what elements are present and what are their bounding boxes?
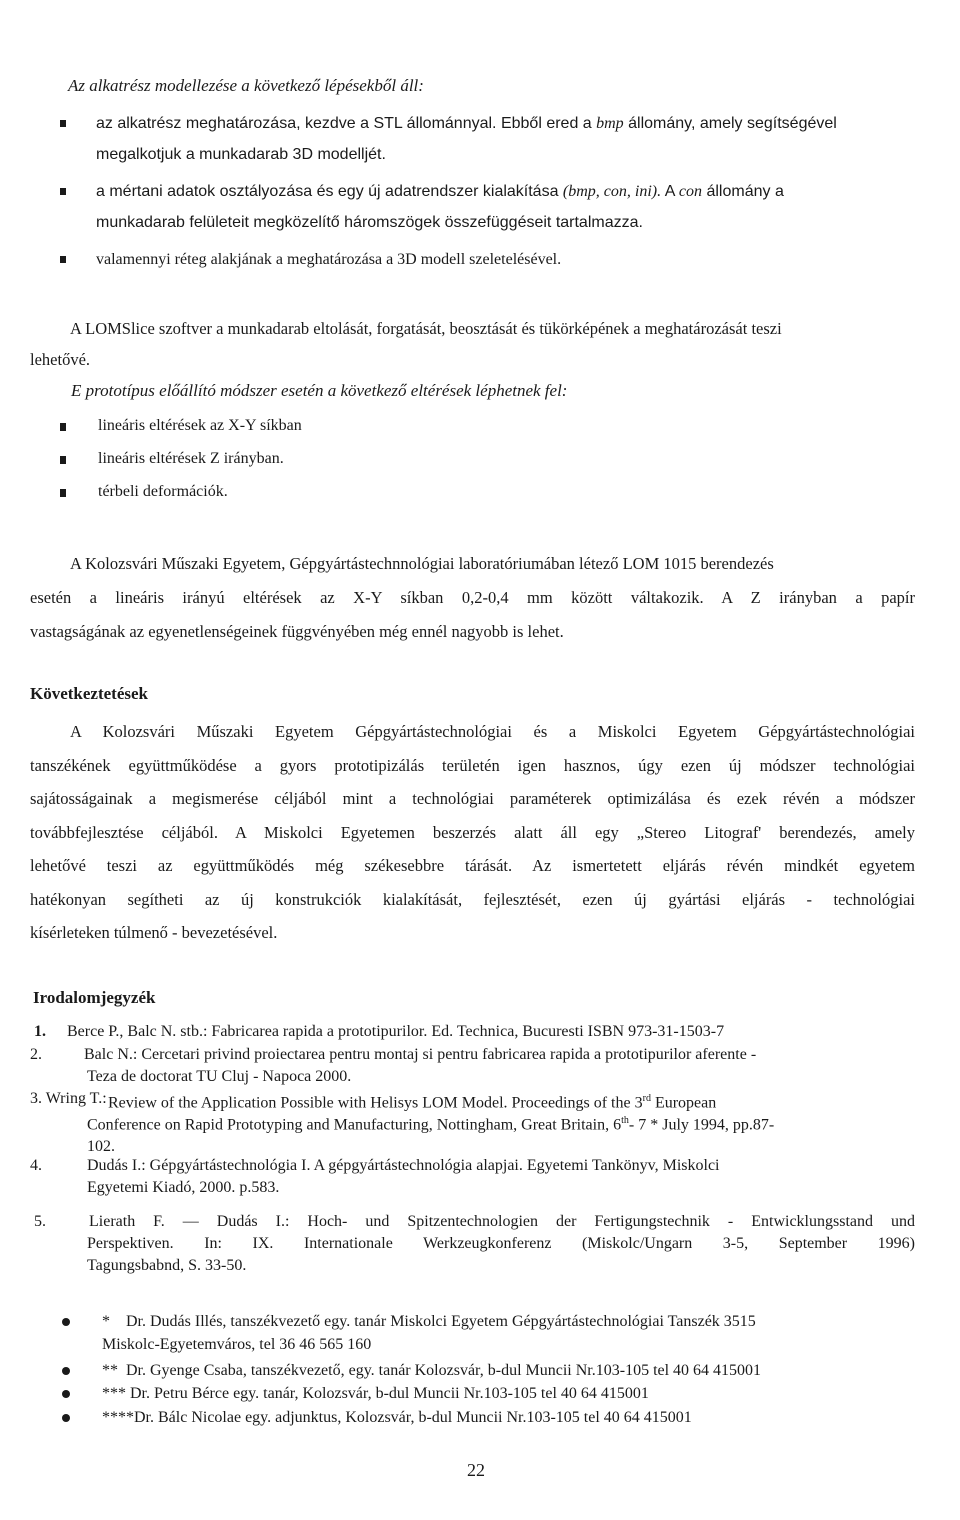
reference-3-line-1: Review of the Application Possible with Helisys LOM Model. Proceedings of the 3 (108, 1094, 643, 1112)
intro-bullet-2-italic-2: con (678, 183, 703, 200)
reference-3-sup-2: th (621, 1115, 629, 1126)
kolozsvar-line-1-text: A Kolozsvári Műszaki Egyetem, Gépgyártástechnnológiai laboratóriumában létező LOM 1015 berendezés (70, 554, 774, 573)
square-bullet-icon (60, 188, 66, 195)
conclusions-paragraph (30, 715, 915, 950)
intro-bullet-2-text-mid: A (661, 183, 679, 200)
intro-bullet-2-italic: (bmp, con, ini). (562, 183, 662, 200)
footnote-1-line-2: Miskolc-Egyetemváros, tel 36 46 565 160 (102, 1336, 372, 1353)
reference-5-line-3: Tagungsbabnd, S. 33-50. (87, 1257, 247, 1274)
round-bullet-icon (62, 1367, 70, 1375)
reference-4-line-1: Dudás I.: Gépgyártástechnológia I. A gépgyártástechnológia alapjai. Egyetemi Tankönyv, Miskolci (87, 1157, 720, 1174)
reference-4-line-2: Egyetemi Kiadó, 2000. p.583. (87, 1179, 280, 1196)
intro-bullet-2-text: a mértani adatok osztályozása és egy új adatrendszer kialakítása (96, 183, 563, 200)
reference-3-line-1-end: European (650, 1094, 717, 1112)
intro-heading: Az alkatrész modellezése a következő lépésekből áll: (68, 76, 424, 95)
reference-3-sup-1: rd (642, 1093, 651, 1104)
intro-bullet-2-line2: munkadarab felületeit megközelítő háromszögek összefüggéseit tartalmazza. (96, 214, 643, 231)
conclusions-line-2: tanszékének együttműködése a gyors prototipizálás területén igen hasznos, úgy ezen új módszer technológiai (30, 755, 915, 775)
footnote-4-line-1: ****Dr. Bálc Nicolae egy. adjunktus, Kolozsvár, b-dul Muncii Nr.103-105 tel 40 64 415001 (102, 1409, 692, 1426)
footnote-2-line-1: ** Dr. Gyenge Csaba, tanszékvezető, egy. tanár Kolozsvár, b-dul Muncii Nr.103-105 tel 40 64 415001 (102, 1362, 762, 1379)
square-bullet-icon (60, 120, 66, 127)
conclusions-line-4: továbbfejlesztése céljából. A Miskolci Egyetemen beszerzés alatt áll egy „Stereo Litograf' berendezés, amely (30, 822, 915, 842)
conclusions-line-7: kísérleteken túlmenő - bevezetésével. (30, 923, 278, 942)
reference-num-1: 1. (34, 1023, 46, 1040)
kolozsvar-line-2 (30, 581, 915, 615)
reference-num-5: 5. (34, 1213, 46, 1230)
round-bullet-icon (62, 1414, 70, 1422)
reference-5-line-2: Perspektiven. In: IX. Internationale Werkzeugkonferenz (Miskolc/Ungarn 3-5, September 1996) (87, 1235, 915, 1252)
intro-bullet-2-text-end: állomány a (702, 183, 784, 200)
reference-3-line-2-end: - 7 * July 1994, pp.87- (628, 1116, 775, 1134)
square-bullet-icon (60, 456, 66, 464)
reference-body-2 (84, 1044, 915, 1088)
reference-5-line-1: Lierath F. — Dudás I.: Hoch- und Spitzentechnologien der Fertigungstechnik - Entwicklungsstand und (89, 1213, 915, 1230)
intro-bullet-3-text: valamennyi réteg alakjának a meghatározása a 3D modell szeletelésével. (96, 251, 562, 268)
conclusions-line-6: hatékonyan segítheti az új konstrukciók kialakítását, fejlesztését, ezen új gyártási eljárás - technológiai (30, 889, 915, 909)
deviation-item-3-text: térbeli deformációk. (98, 483, 228, 500)
reference-body-5 (87, 1211, 915, 1277)
kolozsvar-line-3: vastagságának az egyenetlenségeinek függvényében még ennél nagyobb is lehet. (30, 622, 564, 641)
square-bullet-icon (60, 256, 66, 263)
kolozsvar-line-1 (30, 547, 915, 581)
deviations-heading: E prototípus előállító módszer esetén a következő eltérések léphetnek fel: (71, 381, 568, 400)
conclusions-line-3: sajátosságainak a megismerése céljából mint a technológiai paraméterek optimizálása és ezek révén a módszer (30, 789, 915, 808)
references-heading: Irodalomjegyzék (33, 988, 156, 1007)
conclusions-line-5: lehetővé teszi az együttműködés még székesebbre tárását. Az ismertetett eljárás révén mindkét egyetem (30, 856, 915, 875)
page-number: 22 (467, 1460, 485, 1480)
reference-3-line-2: Conference on Rapid Prototyping and Manufacturing, Nottingham, Great Britain, 6 (87, 1116, 622, 1134)
round-bullet-icon (62, 1390, 70, 1398)
deviation-item-2-text: lineáris eltérések Z irányban. (98, 450, 284, 467)
reference-body-1: Berce P., Balc N. stb.: Fabricarea rapida a prototipurilor. Ed. Technica, Bucuresti ISBN 973-31-1503-7 (67, 1023, 725, 1040)
square-bullet-icon (60, 489, 66, 497)
conclusions-heading: Következtetések (30, 684, 149, 703)
reference-num-3: 3. Wring T.: (30, 1090, 107, 1107)
reference-3-line-3: 102. (87, 1138, 115, 1156)
intro-bullet-1-text-end: állomány, amely segítségével (623, 115, 837, 132)
lomslice-line-2: lehetővé. (30, 350, 91, 369)
lomslice-line-1: A LOMSlice szoftver a munkadarab eltolását, forgatását, beosztását és tükörképének a meghatározását teszi (70, 319, 782, 338)
footnote-3-line-1: *** Dr. Petru Bérce egy. tanár, Kolozsvár, b-dul Muncii Nr.103-105 tel 40 64 415001 (102, 1385, 649, 1402)
reference-2-line-2: Teza de doctorat TU Cluj - Napoca 2000. (87, 1068, 352, 1085)
lomslice-paragraph (30, 313, 915, 375)
reference-2-line-1: Balc N.: Cercetari privind proiectarea pentru montaj si pentru fabricarea rapida a prototipurilor aferente - (84, 1046, 757, 1063)
deviation-item-1-text: lineáris eltérések az X-Y síkban (98, 417, 302, 434)
reference-num-2: 2. (30, 1046, 42, 1063)
square-bullet-icon (60, 423, 66, 431)
kolozsvar-line-2-text: esetén a lineáris irányú eltérések az X-Y síkban 0,2-0,4 mm között váltakozik. A Z irányban a papír (30, 588, 915, 607)
footnote-1-line-1: * Dr. Dudás Illés, tanszékvezető egy. tanár Miskolci Egyetem Gépgyártástechnológiai Tanszék 3515 (102, 1313, 756, 1330)
reference-num-4: 4. (30, 1157, 42, 1174)
reference-body-4 (87, 1155, 915, 1199)
intro-bullet-1-line2: megalkotjuk a munkadarab 3D modelljét. (96, 146, 386, 163)
intro-bullet-1-italic: bmp (596, 115, 624, 132)
intro-bullet-1-text: az alkatrész meghatározása, kezdve a STL állománnyal. Ebből ered a (96, 115, 597, 132)
conclusions-line-1: A Kolozsvári Műszaki Egyetem Gépgyártástechnológiai és a Miskolci Egyetem Gépgyártástechnológiai (70, 722, 915, 741)
round-bullet-icon (62, 1318, 70, 1326)
kolozsvar-paragraph (30, 547, 915, 649)
